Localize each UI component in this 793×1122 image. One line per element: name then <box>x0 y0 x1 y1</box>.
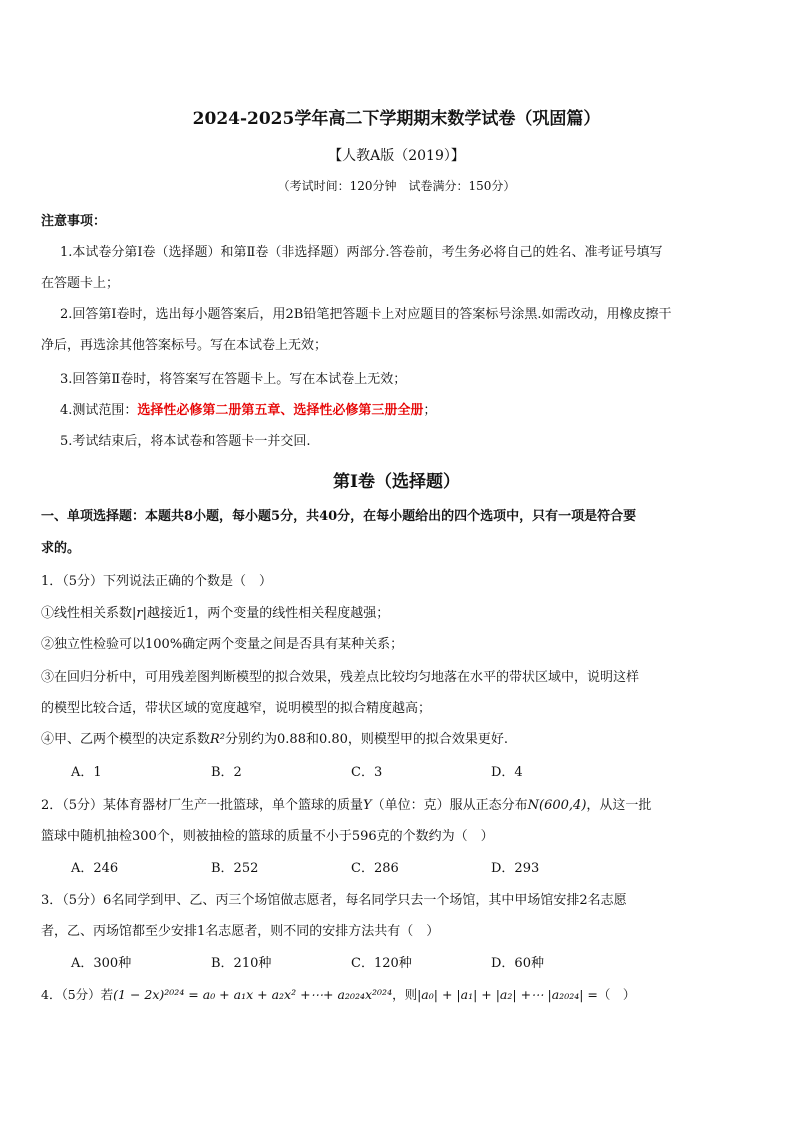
q3-line-2: 者，乙、丙场馆都至少安排1名志愿者，则不同的安排方法共有（ ） <box>41 924 440 939</box>
q4-stem <box>41 985 635 1003</box>
q4-suffix: （ ） <box>597 987 636 1002</box>
note-4-prefix: 4.测试范围： <box>60 403 138 418</box>
note-1-line-2: 在答题卡上； <box>41 276 120 291</box>
q2-line-2: 篮球中随机抽检300个，则被抽检的篮球的质量不小于596克的个数约为（ ） <box>41 829 494 844</box>
q3-option-d[interactable]: D．60种 <box>491 956 544 971</box>
q1-s4-text-b: 分别约为0.88和0.80，则模型甲的拟合效果更好. <box>225 732 509 747</box>
q1-option-d[interactable]: D．4 <box>491 765 523 780</box>
q2-option-b[interactable]: B．252 <box>211 861 259 876</box>
q1-stem: 1．（5分）下列说法正确的个数是（ ） <box>41 574 273 589</box>
q3-option-a[interactable]: A．300种 <box>71 956 132 971</box>
q1-statement-4 <box>41 728 508 747</box>
q2-math-y: Y <box>363 798 372 813</box>
q2-text-b: （单位：克）服从正态分布 <box>371 798 528 813</box>
q2-option-d[interactable]: D．293 <box>491 861 540 876</box>
note-4-suffix: ； <box>423 403 437 418</box>
q1-s4-math: R² <box>210 732 226 747</box>
edition-label: 【人教A版（2019）】 <box>328 148 465 164</box>
q1-s4-text-a: ④甲、乙两个模型的决定系数 <box>41 732 211 747</box>
section-title: 第Ⅰ卷（选择题） <box>333 472 460 492</box>
q3-option-c[interactable]: C．120种 <box>351 956 412 971</box>
q4-math-sum: |a₀| + |a₁| + |a₂| +⋯ |a₂₀₂₄| = <box>417 987 598 1002</box>
q1-statement-3-line-2: 的模型比较合适，带状区域的宽度越窄，说明模型的拟合精度越高； <box>41 701 432 716</box>
q1-s1-text-b: 越接近1，两个变量的线性相关程度越强； <box>147 606 390 621</box>
q2-line-1 <box>41 794 651 813</box>
section-intro-line-2: 求的。 <box>41 541 81 556</box>
test-scope: 选择性必修第二册第五章、选择性必修第三册全册 <box>137 403 424 418</box>
q2-option-c[interactable]: C．286 <box>351 861 399 876</box>
note-5: 5.考试结束后，将本试卷和答题卡一并交回. <box>60 434 311 449</box>
q1-statement-1 <box>41 602 389 621</box>
q1-statement-3-line-1: ③在回归分析中，可用残差图判断模型的拟合效果，残差点比较均匀地落在水平的带状区域中，说明这样 <box>41 670 640 685</box>
q2-math-normal: N(600,4) <box>527 798 587 813</box>
q1-option-c[interactable]: C．3 <box>351 765 383 780</box>
q1-option-a[interactable]: A．1 <box>71 765 102 780</box>
q3-options <box>71 952 631 971</box>
q2-options <box>71 857 631 876</box>
q3-line-1: 3．（5分）6名同学到甲、乙、丙三个场馆做志愿者，每名同学只去一个场馆，其中甲场馆安排2名志愿 <box>41 893 627 908</box>
q1-s1-math: |r| <box>132 606 147 621</box>
exam-meta: （考试时间：120分钟 试卷满分：150分） <box>277 179 516 193</box>
note-4 <box>60 399 436 418</box>
note-3: 3.回答第Ⅱ卷时，将答案写在答题卡上。写在本试卷上无效； <box>60 372 407 387</box>
note-2-line-1: 2.回答第Ⅰ卷时，选出每小题答案后，用2B铅笔把答题卡上对应题目的答案标号涂黑.如需改动，用橡皮擦干 <box>60 307 672 322</box>
q1-statement-2: ②独立性检验可以100%确定两个变量之间是否具有某种关系； <box>41 637 404 652</box>
note-1-line-1: 1.本试卷分第Ⅰ卷（选择题）和第Ⅱ卷（非选择题）两部分.答卷前，考生务必将自己的姓名、准考证号填写 <box>60 245 663 260</box>
q4-mid: ，则 <box>392 987 418 1002</box>
q2-option-a[interactable]: A．246 <box>71 861 119 876</box>
q4-math-expansion: (1 − 2x)²⁰²⁴ = a₀ + a₁x + a₂x² +⋯+ a₂₀₂₄x²⁰²⁴ <box>113 987 393 1002</box>
q4-prefix: 4．（5分）若 <box>41 987 114 1002</box>
q2-text-c: ，从这一批 <box>586 798 652 813</box>
section-intro-line-1: 一、单项选择题：本题共8小题，每小题5分，共40分，在每小题给出的四个选项中，只有一项是符合要 <box>41 509 637 524</box>
q2-text-a: 2．（5分）某体育器材厂生产一批篮球，单个篮球的质量 <box>41 798 364 813</box>
q1-option-b[interactable]: B．2 <box>211 765 242 780</box>
q3-option-b[interactable]: B．210种 <box>211 956 272 971</box>
q1-s1-text-a: ①线性相关系数 <box>41 606 133 621</box>
q1-options <box>71 761 631 780</box>
notes-heading: 注意事项： <box>41 214 107 229</box>
note-2-line-2: 净后，再选涂其他答案标号。写在本试卷上无效； <box>41 338 328 353</box>
page-title: 2024-2025学年高二下学期期末数学试卷（巩固篇） <box>192 109 601 129</box>
